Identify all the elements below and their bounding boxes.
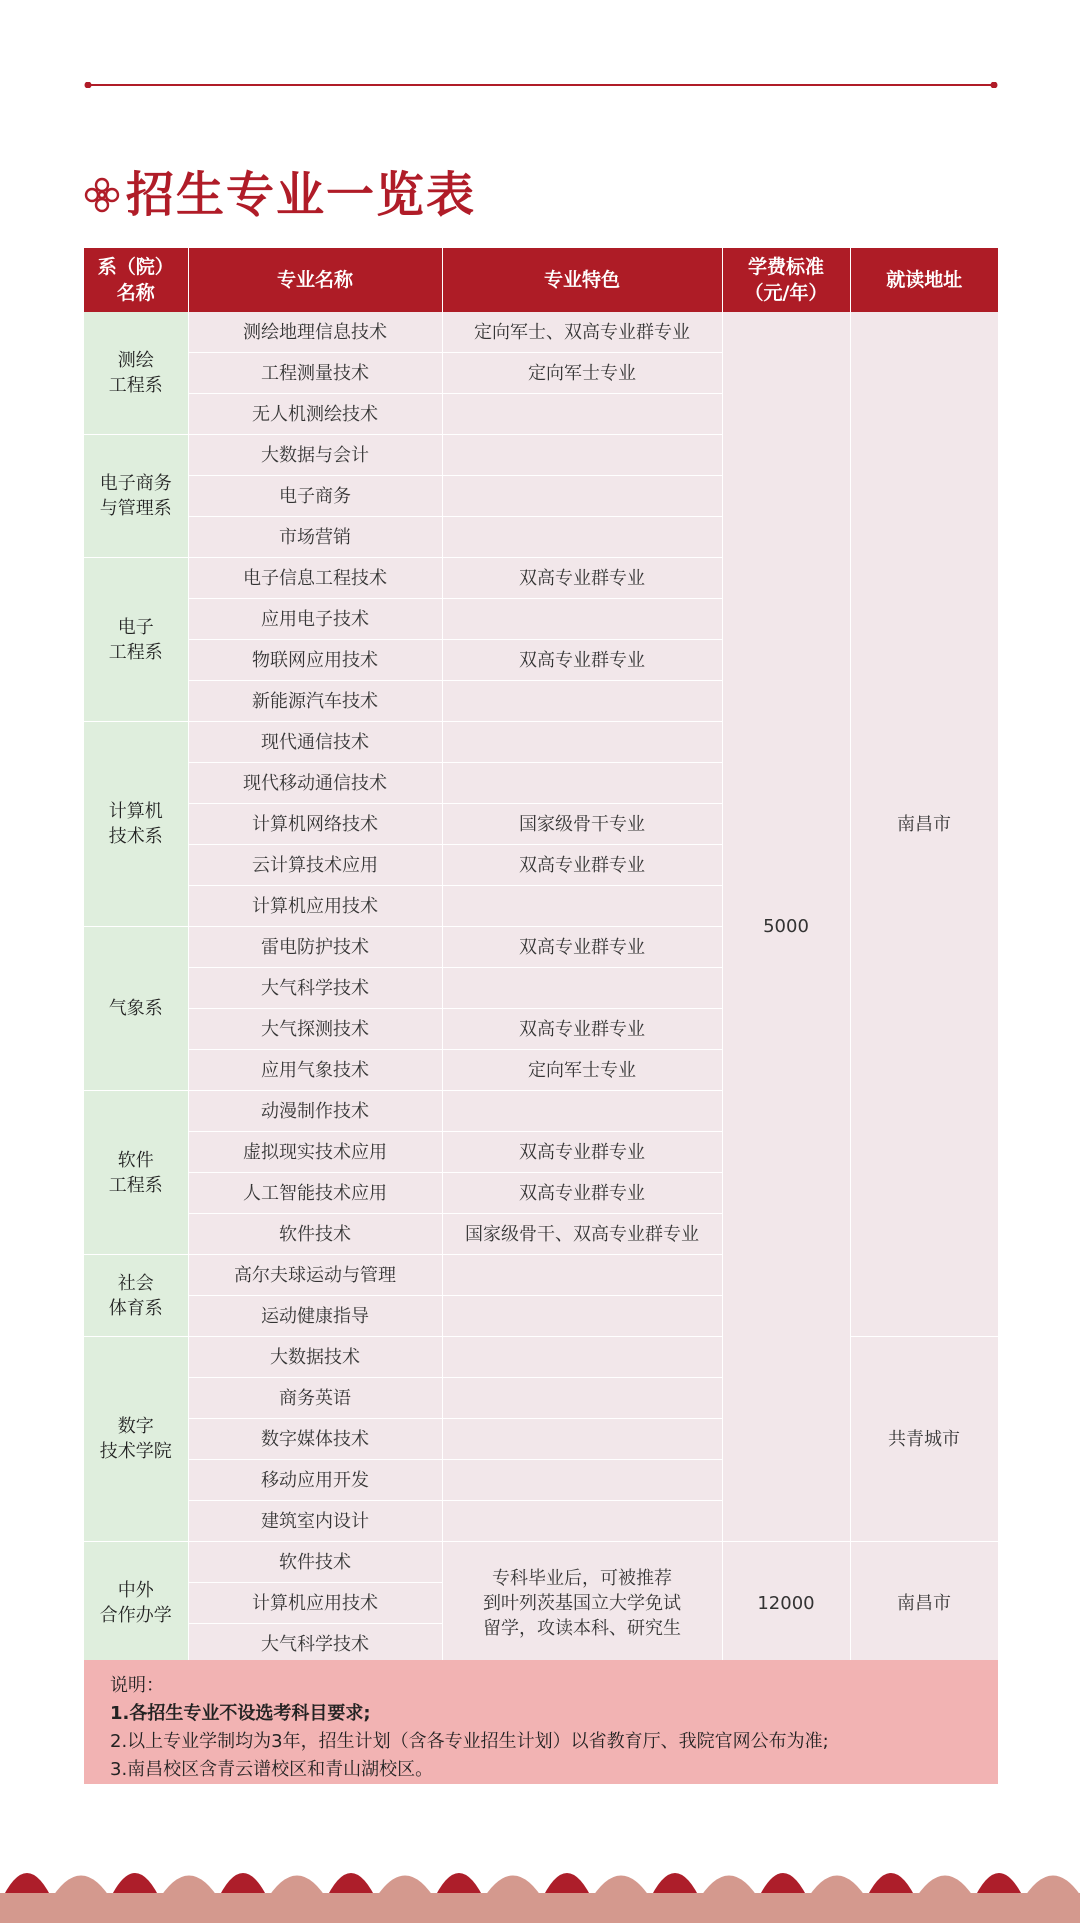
major-name-cell: 测绘地理信息技术 [188,312,442,353]
location-cell-gongqing: 共青城市 [850,1337,998,1542]
dept-name-cell [84,1255,188,1337]
major-feature-cell [442,1460,722,1501]
major-feature-cell [442,1255,722,1296]
table-row [84,312,998,353]
major-name-cell: 应用电子技术 [188,599,442,640]
fee-cell-main: 5000 [722,312,850,1542]
dept-name-line: 中外 [117,1580,154,1601]
major-feature-cell [442,886,722,927]
header-location: 就读地址 [850,248,998,312]
major-name-cell: 现代移动通信技术 [188,763,442,804]
dept-name-line: 工程系 [108,641,163,663]
major-feature-cell: 双高专业群专业 [442,1132,722,1173]
note-line-2: 2.以上专业学制均为3年，招生计划（含各专业招生计划）以省教育厅、我院官网公布为准; [110,1731,829,1752]
major-name-cell: 人工智能技术应用 [188,1173,442,1214]
major-feature-cell: 双高专业群专业 [442,558,722,599]
header-dept: 系（院） 名称 [84,248,188,312]
major-name-cell: 计算机网络技术 [188,804,442,845]
major-feature-cell: 双高专业群专业 [442,927,722,968]
major-name-cell: 工程测量技术 [188,353,442,394]
major-name-cell: 计算机应用技术 [188,886,442,927]
dept-name-cell [84,1542,188,1665]
major-feature-cell [442,722,722,763]
major-name-cell: 运动健康指导 [188,1296,442,1337]
dept-name-line: 软件 [117,1149,154,1171]
major-feature-cell [442,968,722,1009]
dept-name-line: 测绘 [117,350,154,371]
major-feature-cell [442,435,722,476]
major-name-cell: 大数据技术 [188,1337,442,1378]
dept-name-line: 工程系 [108,1174,163,1196]
major-feature-cell [442,1337,722,1378]
dept-name-line: 合作办学 [99,1605,172,1626]
major-name-cell: 动漫制作技术 [188,1091,442,1132]
major-feature-cell [442,1419,722,1460]
dept-name-line: 工程系 [108,375,163,396]
coop-feature-line: 留学，攻读本科、研究生 [483,1617,681,1639]
major-feature-cell [442,763,722,804]
dept-name-line: 电子商务 [99,473,172,494]
fee-cell-coop: 12000 [722,1542,850,1665]
notes-box [84,1660,998,1784]
major-feature-cell: 双高专业群专业 [442,845,722,886]
majors-table [84,248,999,1665]
table-body [84,312,998,1665]
major-feature-cell [442,1378,722,1419]
header-major: 专业名称 [188,248,442,312]
dept-name-line: 社会 [117,1272,154,1294]
major-feature-cell: 双高专业群专业 [442,1173,722,1214]
coop-feature-cell [442,1542,722,1665]
note-line-3: 3.南昌校区含青云谱校区和青山湖校区。 [110,1759,434,1780]
major-name-cell: 雷电防护技术 [188,927,442,968]
location-cell-nanchang: 南昌市 [850,312,998,1337]
major-feature-cell: 双高专业群专业 [442,640,722,681]
major-name-cell: 虚拟现实技术应用 [188,1132,442,1173]
major-feature-cell [442,599,722,640]
table-row [84,1337,998,1378]
dept-name-line: 气象系 [108,998,163,1019]
major-feature-cell [442,394,722,435]
dept-name-cell [84,1091,188,1255]
dept-name-line: 与管理系 [99,498,172,519]
dept-name-line: 电子 [117,616,154,638]
top-divider-line [84,82,998,88]
major-feature-cell: 国家级骨干、双高专业群专业 [442,1214,722,1255]
table-header-row [84,248,998,312]
page-title: 招生专业一览表 [126,167,477,223]
major-name-cell: 大气科学技术 [188,1624,442,1665]
major-name-cell: 商务英语 [188,1378,442,1419]
major-name-cell: 无人机测绘技术 [188,394,442,435]
major-name-cell: 新能源汽车技术 [188,681,442,722]
major-feature-cell [442,1091,722,1132]
header-feature: 专业特色 [442,248,722,312]
notes-heading: 说明： [110,1675,164,1696]
major-name-cell: 大数据与会计 [188,435,442,476]
note-line-1: 1.各招生专业不设选考科目要求; [110,1703,371,1724]
major-name-cell: 应用气象技术 [188,1050,442,1091]
coop-feature-line: 到叶列茨基国立大学免试 [483,1592,681,1614]
dept-name-line: 体育系 [108,1297,163,1319]
dept-name-line: 数字 [117,1416,154,1437]
dept-name-line: 技术系 [108,826,163,847]
major-name-cell: 建筑室内设计 [188,1501,442,1542]
major-feature-cell [442,517,722,558]
dept-name-cell [84,558,188,722]
major-feature-cell: 定向军士专业 [442,353,722,394]
major-name-cell: 移动应用开发 [188,1460,442,1501]
major-name-cell: 电子信息工程技术 [188,558,442,599]
major-name-cell: 软件技术 [188,1542,442,1583]
title-area [84,160,476,230]
major-feature-cell [442,1296,722,1337]
dept-name-cell [84,312,188,435]
major-feature-cell: 定向军士专业 [442,1050,722,1091]
coop-feature-line: 专科毕业后，可被推荐 [492,1567,672,1589]
major-feature-cell [442,681,722,722]
major-feature-cell [442,476,722,517]
major-name-cell: 市场营销 [188,517,442,558]
dept-name-line: 计算机 [108,801,163,822]
major-name-cell: 电子商务 [188,476,442,517]
major-name-cell: 数字媒体技术 [188,1419,442,1460]
wave-footer-decoration [0,1843,1080,1923]
major-name-cell: 大气探测技术 [188,1009,442,1050]
location-cell-coop: 南昌市 [850,1542,998,1665]
major-feature-cell [442,1501,722,1542]
dept-name-line: 技术学院 [99,1441,172,1462]
major-name-cell: 现代通信技术 [188,722,442,763]
dept-name-cell [84,927,188,1091]
major-feature-cell: 双高专业群专业 [442,1009,722,1050]
dept-name-cell [84,722,188,927]
major-feature-cell: 定向军士、双高专业群专业 [442,312,722,353]
major-name-cell: 软件技术 [188,1214,442,1255]
dept-name-cell [84,435,188,558]
major-name-cell: 高尔夫球运动与管理 [188,1255,442,1296]
header-fee: 学费标准 （元/年） [722,248,850,312]
dept-name-cell [84,1337,188,1542]
major-name-cell: 云计算技术应用 [188,845,442,886]
flower-icon [84,177,120,213]
major-name-cell: 计算机应用技术 [188,1583,442,1624]
table-row [84,1542,998,1583]
major-name-cell: 大气科学技术 [188,968,442,1009]
major-feature-cell: 国家级骨干专业 [442,804,722,845]
major-name-cell: 物联网应用技术 [188,640,442,681]
